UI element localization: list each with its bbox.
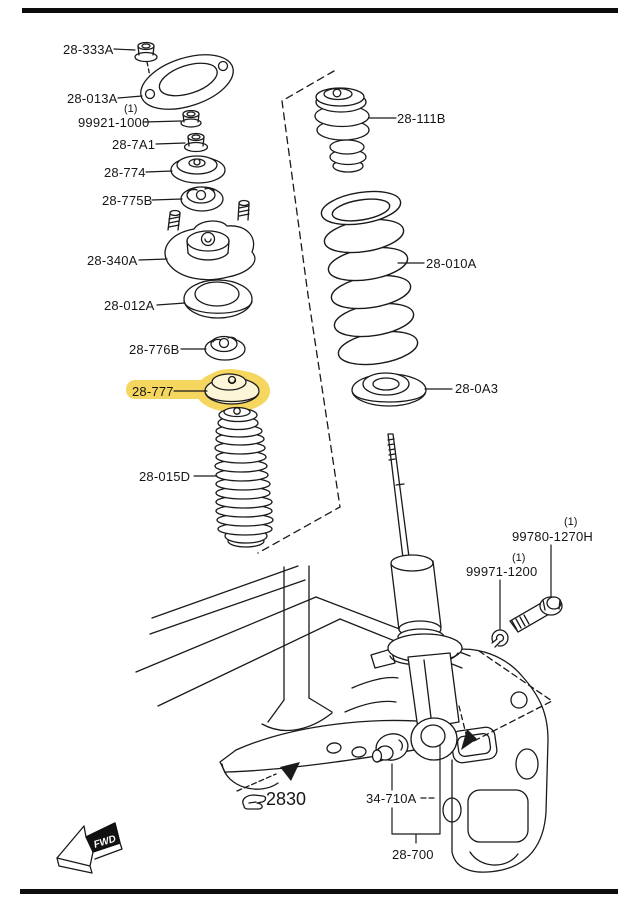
- ring-art-28-012A: [184, 280, 252, 318]
- qty-99780-1270H: (1): [564, 516, 578, 528]
- mount-art-28-340A: [165, 201, 255, 280]
- callout-28-0A3[interactable]: 28-0A3: [455, 381, 499, 396]
- callout-34-710A[interactable]: 34-710A: [366, 791, 417, 806]
- callout-28-012A[interactable]: 28-012A: [104, 298, 155, 313]
- bumpstop-art-28-111B: [315, 88, 369, 172]
- callout-28-015D[interactable]: 28-015D: [139, 469, 191, 484]
- page-border-bottom: [20, 889, 618, 894]
- qty-99921-1000: (1): [124, 103, 138, 115]
- bushing-art-34-710A: [373, 731, 411, 763]
- qty-99971-1200: (1): [512, 552, 526, 564]
- callout-28-775B[interactable]: 28-775B: [102, 193, 153, 208]
- seat-art-28-0A3: [352, 373, 426, 406]
- callout-28-010A[interactable]: 28-010A: [426, 256, 477, 271]
- callout-28-774[interactable]: 28-774: [104, 165, 146, 180]
- spring-art-28-010A: [319, 186, 420, 369]
- callout-28-340A[interactable]: 28-340A: [87, 253, 138, 268]
- bolt-art-99780-1270H: [510, 597, 562, 632]
- strut-art-28-700: [371, 434, 462, 760]
- washer-art-99971-1200: [492, 630, 508, 649]
- nut-art-99921-1000: [181, 111, 201, 128]
- nut-art-28-333A: [135, 43, 157, 62]
- callout-28-111B[interactable]: 28-111B: [397, 111, 446, 126]
- page-border-top: [22, 8, 618, 13]
- callout-99780-1270H[interactable]: 99780-1270H: [512, 529, 593, 544]
- section-ref-2830[interactable]: 2830: [266, 789, 307, 809]
- callout-99971-1200[interactable]: 99971-1200: [466, 564, 538, 579]
- callout-99921-1000[interactable]: 99921-1000: [78, 115, 150, 130]
- section-ref-icon: [243, 795, 266, 809]
- callout-28-013A[interactable]: 28-013A: [67, 91, 118, 106]
- callout-28-777-highlighted[interactable]: 28-777: [132, 384, 174, 399]
- callout-28-7A1[interactable]: 28-7A1: [112, 137, 156, 152]
- callout-28-700[interactable]: 28-700: [392, 847, 434, 862]
- callout-28-333A[interactable]: 28-333A: [63, 42, 114, 57]
- callout-28-776B[interactable]: 28-776B: [129, 342, 180, 357]
- mount-art-28-775B: [181, 187, 223, 211]
- washer-art-28-774: [171, 156, 225, 183]
- nut-art-28-7A1: [185, 134, 208, 152]
- svg-text:FWD: FWD: [92, 833, 118, 851]
- boot-art-28-015D: [215, 408, 273, 548]
- fwd-arrow-icon: [57, 823, 122, 873]
- mount-art-28-776B: [205, 337, 245, 361]
- subframe-art: [136, 566, 548, 872]
